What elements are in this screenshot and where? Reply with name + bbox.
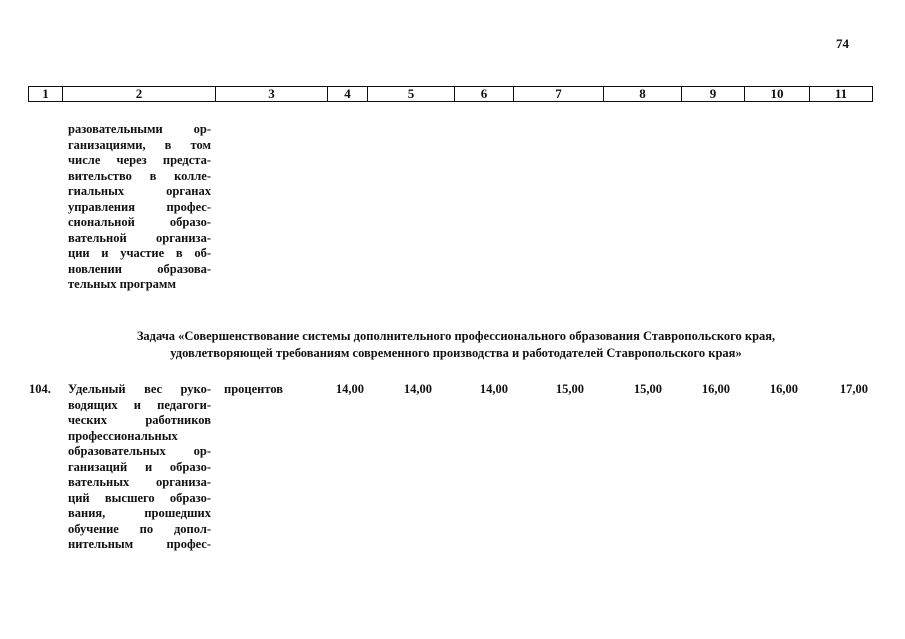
- indicator-line: обучение по допол-: [68, 521, 211, 536]
- column-header-7: 7: [514, 87, 604, 102]
- value-col-10: 16,00: [769, 382, 798, 396]
- column-header-6: 6: [455, 87, 514, 102]
- value-col-6: 14,00: [479, 382, 508, 396]
- continuation-cell: [68, 122, 211, 293]
- column-header-1: 1: [29, 87, 63, 102]
- page-number: 74: [836, 36, 849, 51]
- indicator-line: ганизаций и образо-: [68, 459, 211, 474]
- column-header-2: 2: [63, 87, 216, 102]
- continuation-line: вительство в колле-: [68, 168, 211, 183]
- value-col-7: 15,00: [555, 382, 584, 396]
- column-header-row: [28, 86, 873, 102]
- indicator-line: образовательных ор-: [68, 444, 211, 458]
- continuation-line: гиальных органах: [68, 184, 211, 198]
- column-header-9: 9: [682, 87, 745, 102]
- indicator-line: ческих работников: [68, 413, 211, 427]
- task-heading-line-1: Задача «Совершенствование системы дополнительного профессионального образования Ставропольского края,: [136, 329, 776, 343]
- column-header-11: 11: [810, 87, 873, 102]
- continuation-line: тельных программ: [68, 277, 176, 291]
- continuation-line: вательной организа-: [68, 230, 211, 245]
- unit-cell: процентов: [224, 382, 284, 396]
- value-col-4: 14,00: [335, 382, 364, 396]
- indicator-line: вательных организа-: [68, 475, 211, 489]
- value-col-5: 14,00: [403, 382, 432, 396]
- indicator-description-cell: [68, 382, 211, 553]
- value-col-8: 15,00: [633, 382, 662, 396]
- row-number: 104.: [29, 382, 51, 396]
- column-header-8: 8: [604, 87, 682, 102]
- continuation-line: управления профес-: [68, 199, 211, 214]
- continuation-line: ции и участие в об-: [68, 246, 211, 260]
- column-header-10: 10: [745, 87, 810, 102]
- indicator-line: ций высшего образо-: [68, 490, 211, 505]
- value-col-11: 17,00: [839, 382, 868, 396]
- indicator-line: профессиональных: [68, 428, 178, 443]
- continuation-line: числе через предста-: [68, 153, 211, 167]
- continuation-line: новлении образова-: [68, 261, 211, 276]
- task-heading-line-2: удовлетворяющей требованиям современного производства и работодателей Ставропольского края»: [170, 346, 742, 360]
- indicator-line: вания, прошедших: [68, 506, 211, 520]
- continuation-line: разовательными ор-: [68, 122, 211, 136]
- indicator-line: Удельный вес руко-: [68, 382, 211, 396]
- continuation-line: ганизациями, в том: [68, 137, 211, 152]
- column-header-5: 5: [368, 87, 455, 102]
- indicator-line: нительным профес-: [68, 537, 211, 551]
- value-col-9: 16,00: [701, 382, 730, 396]
- indicator-line: водящих и педагоги-: [68, 397, 211, 412]
- task-heading: [40, 328, 872, 362]
- column-header-4: 4: [328, 87, 368, 102]
- column-header-3: 3: [216, 87, 328, 102]
- continuation-line: сиональной образо-: [68, 215, 211, 229]
